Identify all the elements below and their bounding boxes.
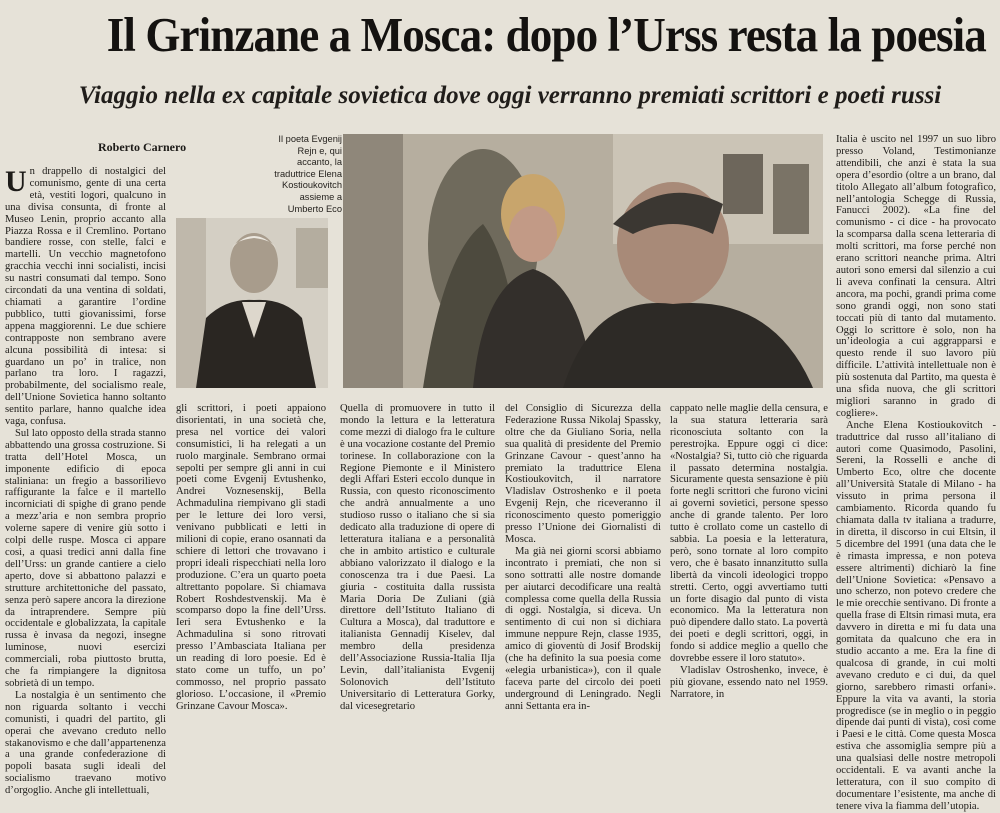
drop-cap: U: [5, 165, 27, 198]
portrait-photo: [176, 218, 328, 388]
column-5: [670, 403, 828, 700]
column-3: [340, 403, 495, 712]
column-6-paragraph-2: Anche Elena Kostioukovitch - traduttrice dal russo all’italiano di autori come Quasimodo, Pasolini, Sereni, la Rosselli e anche di Umberto Eco, oltre che docente all’Università Statale di Milano - ha vissuto in prima persona il cambiamento. Ricorda quando fu chiamata dalla tv italiana a tradurre, in diretta, il discorso in cui Eltsin, il 5 dicembre del 1991 (una data che le è rimasta impressa, e non poteva essere altrimenti) dichiarò la fine dell’Unione Sovietica: «Pensavo a uno scherzo, non potevo credere che le mie orecchie sentivano. Di fronte a quella frase di Eltsin rimasi muta, era davvero in diretta e mi fu data una gomitata da qualcuno che era in studio accanto a me. Era la fine di qualcosa di grande, in cui molti avevano creduto e ci dui, da quel giorno, sarebbero rimasti orfani». Eppure la vita va avanti, la storia progredisce (se in meglio o in peggio dipende dai punti di vista), così come i Paesi e le città. Come questa Mosca estiva che assomiglia sempre più a una qualsiasi delle nostre metropoli occidentali. E va avanti anche la letteratura, con il suo compito di documentare l’esistente, ma anche di tenere viva la fiamma dell’utopia.: [836, 419, 996, 812]
column-5-paragraph-2: Vladislav Ostroshenko, invece, è più giovane, essendo nato nel 1959. Narratore, in: [670, 664, 828, 700]
column-6-paragraph-1: Italia è uscito nel 1997 un suo libro presso Voland, Testimonianze attendibili, che anzi è stata la sua opera d’esordio (oltre a un brano, dal titolo Allegato all’album fotografico, nell’antologia Schegge di Russia, Fanucci 2002). «La fine del comunismo - ci dice - ha provocato la scomparsa dalla scena letteraria di molti scrittori, ma forse perché non erano scrittori neanche prima. Altri autori sono emersi dal silenzio a cui li aveva confinati la censura. Altri ancora, ma pochi, grandi prima come sono grandi oggi, non sono stati toccati più di tanto dal mutamento. Oggi lo scrittore è solo, non ha un’ideologia a cui aggrapparsi e questo rende il suo lavoro più difficile. L’attività intellettuale non è più sostenuta dal Partito, ma questa è una sfida nuova, che gli scrittori migliori saranno in grado di cogliere».: [836, 134, 996, 419]
column-1-paragraph-3: La nostalgia è un sentimento che non riguarda soltanto i vecchi comunisti, i quadri del partito, gli operai che avevano creduto nello stakanovismo e che dall’appartenenza a una grande confederazione di popoli basata sugli ideali del socialismo traevano motivo d’orgoglio. Anche gli intellettuali,: [5, 689, 166, 797]
column-1: [5, 165, 166, 797]
column-6: [836, 134, 996, 812]
column-2-paragraph-1: gli scrittori, i poeti appaiono disorientati, in una società che, presa nel vortice dei valori consumistici, li ha relegati a un ruolo marginale. Sembrano ormai sepolti per sempre gli anni in cui poeti come Evgenij Evtushenko, Andrei Voznesenskij, Bella Achmadulina riempivano gli stadi per le letture dei loro versi, venivano pubblicati e letti in milioni di copie, erano osannati da schiere di lettori che trovavano i propri ideali rispecchiati nella loro produzione. C’era un quarto poeta altrettanto popolare. Si chiamava Robert Roshdestvenskij. Ma è scomparso dopo la fine dell’Urss. Ieri sera Evtushenko e la Achmadulina si sono ritrovati presso l’Ambasciata Italiana per un reading di loro poesie. Ed è stato come un tuffo, un po’ commosso, nel proprio passato glorioso. L’occasione, il «Premio Grinzane Cavour Mosca».: [176, 403, 326, 712]
column-2: [176, 403, 326, 712]
headline: Il Grinzane a Mosca: dopo l’Urss resta la poesia: [106, 7, 986, 62]
main-photo: [343, 134, 823, 388]
byline: Roberto Carnero: [98, 140, 187, 154]
photo-caption: Il poeta Evgenij Rejn e, qui accanto, la traduttrice Elena Kostioukovitch assieme a Umberto Eco: [274, 134, 342, 214]
column-4-paragraph-2: Ma già nei giorni scorsi abbiamo incontrato i premiati, che non si sono sottratti alle nostre domande per aiutarci decodificare una realtà complessa come quella della Russia di oggi. Nostalgia, si diceva. Un sentimento di cui non si dichiara immune neppure Rejn, classe 1935, amico di gioventù di Josif Brodskij (che ha definito la sua poesia come «elegia urbanistica»), con il quale faceva parte del circolo dei poeti underground di Leningrado. Negli anni Settanta era in-: [505, 545, 661, 712]
column-4-paragraph-1: del Consiglio di Sicurezza della Federazione Russa Nikolaj Spassky, oltre che da Giuliano Soria, nella sua qualità di presidente del Premio Grinzane Cavour - quest’anno ha premiato la traduttrice Elena Kostioukovitch, il narratore Vladislav Ostroshenko e il poeta Evgenij Rejn, che riceveranno il riconoscimento questo pomeriggio presso l’Unione dei Giornalisti di Mosca.: [505, 403, 661, 545]
column-1-paragraph-2: Sul lato opposto della strada stanno abbattendo una grossa costruzione. Si tratta dell’Hotel Mosca, un imponente edificio di epoca staliniana: un fregio a bassorilievo raffigurante la falce e il martello incorniciati di spighe di grano pende a mezz’aria e non sembra proprio volerne sapere di venire giù sotto i colpi delle ruspe. Mosca ci appare così, a quasi tredici anni dalla fine dell’Urss: un grande cantiere a cielo aperto, dove si abbattono palazzi e strutture architettoniche del passato, senza però sapere ancora la direzione da intraprendere. Sempre più occidentale e globalizzata, la capitale russa è invasa da negozi, insegne luminose, nuovi esercizi commerciali, roba piuttosto brutta, che fa rimpiangere la dignitosa sobrietà di un tempo.: [5, 427, 166, 689]
column-5-paragraph-1: cappato nelle maglie della censura, e la sua statura letteraria sarà riconosciuta soltanto con la perestrojka. Eppure oggi ci dice: «Nostalgia? Sì, tutto ciò che riguarda il passato determina nostalgia. Sicuramente questa sensazione è più forte negli scrittori che furono vicini ai governi sovietici, persone spesso anche di grande talento. Per loro tutto è crollato come un castello di sabbia. La poesia e la letteratura, però, sono tornate al loro compito vero, che è basato innanzitutto sulla libertà da vincoli ideologici troppo stretti. Certo, oggi avvertiamo tutti un forte disagio dal punto di vista economico. Ma la letteratura non può dipendere dallo stato. La povertà dei poeti e degli scrittori, oggi, in fondo si addice meglio a quello che dovrebbe essere il loro statuto».: [670, 403, 828, 665]
subheadline: Viaggio nella ex capitale sovietica dove oggi verranno premiati scrittori e poeti russi: [78, 82, 942, 109]
column-4: [505, 403, 661, 712]
column-1-paragraph-1: Un drappello di nostalgici del comunismo, gente di una certa età, vestiti logori, qualcuno in una divisa consunta, di fronte al Museo Lenin, proprio accanto alla Piazza Rossa e il Cremlino. Portano bandiere rosse, con stelle, falci e martelli. Un vecchio magnetofono gracchia vecchi inni socialisti, incisi su nastri consumati dal tempo. Sono circondati da una ventina di soldati, chiamati a garantire l’ordine pubblico, tutti giovanissimi, forse appena maggiorenni. Le due schiere contrapposte non sembrano avere alcuna possibilità di intesa: si guardano un po’ in tralice, non parlano tra loro. I ragazzi, probabilmente, del socialismo reale, dell’Unione Sovietica hanno soltanto sentito parlare, hanno qualche idea vaga, confusa.: [5, 165, 166, 428]
column-3-paragraph-1: Quella di promuovere in tutto il mondo la lettura e la letteratura come mezzi di dialogo fra le culture è una vocazione costante del Premio torinese. In collaborazione con la Regione Piemonte e il Ministero degli Affari Esteri eccolo dunque in Russia, con questo riconoscimento che andrà annualmente a uno studioso russo o italiano che si sia dedicato alla traduzione di opere di letteratura italiana e a personalità che in ambito artistico e culturale abbiano valorizzato il dialogo e la conoscenza tra i due Paesi. La giuria - costituita dalla russista Maria Doria De Zuliani (già direttore dell’Istituto Italiano di Cultura a Mosca), dal traduttore e italianista Gennadij Kiselev, dal membro della presidenza dell’Associazione Russia-Italia Ilja Levin, dall’italianista Evgenij Solonovich dell’Istituto Universitario di Letteratura Gorky, dal vicesegretario: [340, 403, 495, 712]
